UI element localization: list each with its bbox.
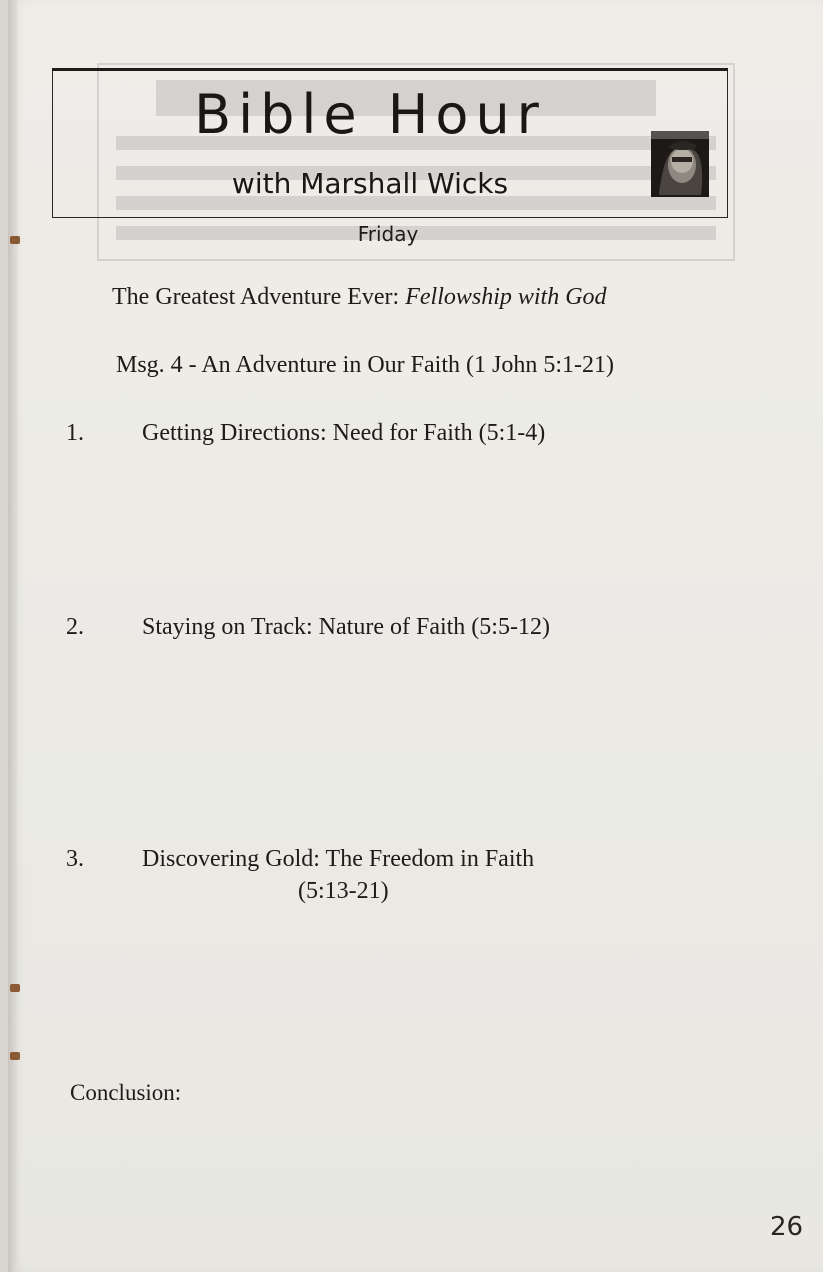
header-title: Bible Hour [194,83,546,146]
series-title-prefix: The Greatest Adventure Ever: [112,284,406,310]
point-number: 2. [66,614,84,640]
header-box [52,68,728,218]
bulletin-page [8,0,823,1272]
staple-mark [10,984,20,992]
point-text: Staying on Track: Nature of Faith (5:5-12) [142,614,550,640]
staple-mark [10,1052,20,1060]
conclusion-label: Conclusion: [70,1080,182,1105]
page-number: 26 [770,1212,804,1242]
header-subtitle: with Marshall Wicks [231,167,509,200]
point-text: Discovering Gold: The Freedom in Faith [142,846,535,872]
series-title [112,284,607,311]
point-number: 3. [66,846,84,872]
point-text: Getting Directions: Need for Faith (5:1-4) [142,420,546,446]
speaker-portrait-icon [651,131,709,197]
point-number: 1. [66,420,84,446]
message-title: Msg. 4 - An Adventure in Our Faith (1 John 5:1-21) [116,352,614,378]
point-text-continuation: (5:13-21) [298,878,389,904]
series-title-emphasis: Fellowship with God [405,284,607,310]
page-binding [8,0,18,1272]
day-label: Friday [357,222,419,246]
